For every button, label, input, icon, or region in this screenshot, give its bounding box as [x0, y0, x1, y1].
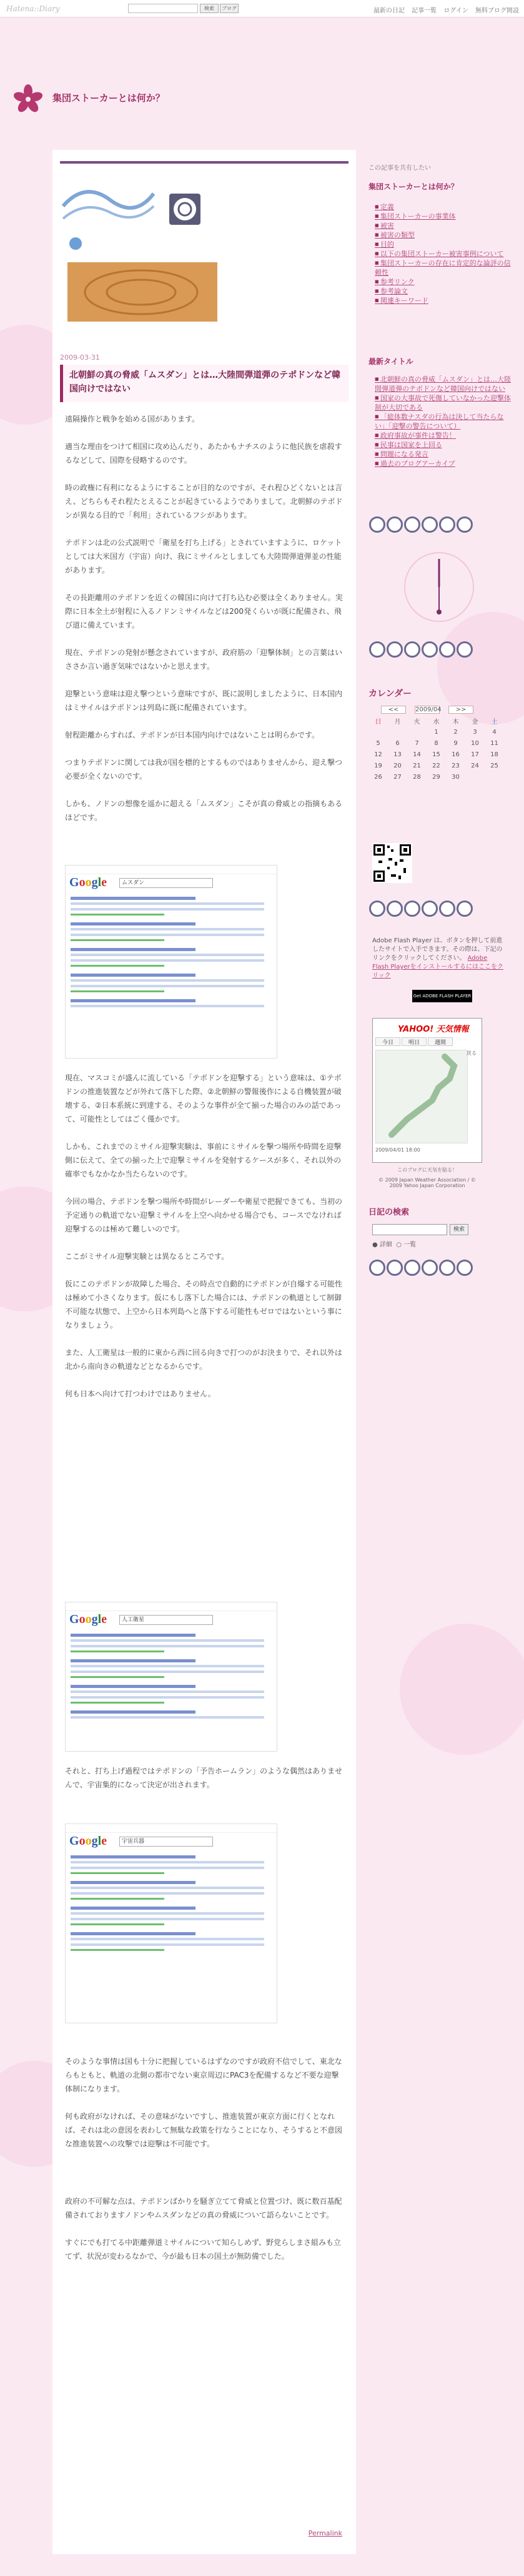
entry-body-part4 [65, 2055, 345, 2277]
google-screenshot-1 [65, 865, 277, 1059]
google-query: ムスダン [119, 878, 213, 888]
result-snippet-line [71, 959, 264, 962]
google-topbar [66, 1824, 277, 1833]
ring-icon [387, 901, 403, 917]
sidebar-link[interactable]: ■ 民事は国家を上回る [375, 440, 512, 450]
sidebar-link[interactable]: ■ 集団ストーカーの事業体 [375, 212, 512, 221]
paragraph: 適当な理由をつけて相国に攻め込んだり、あたかもナチスのように他民族を虐殺するなどして、国際を侵略するのです。 [65, 442, 342, 465]
sidebar-link[interactable]: ■ 定義 [375, 202, 512, 212]
result-snippet-line [71, 1861, 264, 1863]
sidebar-link[interactable]: ■ 政府事故が事件は警告！ [375, 431, 512, 440]
sidebar-banner-text[interactable]: この記事を共有したい [368, 165, 431, 172]
paragraph: つまりテポドンに関しては我が国を標的とするものではありませんから、迎え撃つ必要が全くないのです。 [65, 758, 343, 781]
top-blog-button[interactable]: ブログ [220, 4, 239, 13]
result-url-line [71, 990, 164, 992]
background-petal [400, 1624, 524, 1755]
google-query: 人工衛星 [119, 1615, 213, 1625]
diary-search-title: 日記の検索 [368, 1208, 410, 1217]
calendar-day: 9 [453, 739, 458, 747]
result-title-line[interactable] [71, 1907, 195, 1910]
calendar-day: 19 [374, 762, 382, 769]
decorative-rings [368, 640, 510, 661]
google-logo: Google [69, 1612, 107, 1626]
ring-icon [422, 516, 438, 533]
qr-code-icon [372, 843, 412, 883]
ring-icon [387, 1260, 403, 1276]
calendar-day [465, 771, 485, 782]
permalink-link[interactable]: Permalink [308, 2529, 342, 2537]
yahoo-copyright: © 2009 Japan Weather Association / © 2009 Yahoo Japan Corporation [378, 1177, 476, 1188]
ring-icon [439, 516, 455, 533]
calendar-table [368, 715, 504, 782]
paragraph: すぐにでも打てる中距離弾道ミサイルについて知らしめず、野党らしまさ組みも立てず、状況が変わるなかで、今が最も日本の国土が無防備でした。 [65, 2238, 341, 2261]
sidebar-link[interactable]: ■ 関連キーワード [375, 296, 512, 305]
calendar-day: 20 [393, 762, 402, 769]
ring-icon [369, 641, 385, 658]
calendar-day: 11 [490, 739, 498, 747]
result-snippet-line [71, 985, 264, 987]
paragraph: その長距離用のテポドンを近くの韓国に向けて打ち込む必要は全くありません。実際に日本全土が射程に入るノドンミサイルなどは200発くらいが既に配備され、飛び道に備えています。 [65, 593, 343, 629]
entry-date[interactable]: 2009-03-31 [60, 353, 100, 362]
get-flash-badge[interactable]: Get ADOBE FLASH PLAYER [412, 990, 472, 1002]
result-url-line [71, 1949, 164, 1951]
weekday: 月 [394, 718, 401, 726]
top-links [368, 5, 519, 14]
sidebar-link[interactable]: ■ 「総体数ナスダの行為は決して当たらない」「迎撃の警告について） [375, 412, 512, 431]
entry-title[interactable]: 北朝鮮の真の脅威「ムスダン」とは…大陸間弾道弾のテポドンなど韓国向けではない [69, 370, 341, 394]
calendar-day: 27 [393, 773, 402, 781]
entry-body-part3 [65, 1764, 345, 1805]
ring-icon [404, 1260, 420, 1276]
result-title-line[interactable] [71, 948, 195, 951]
result-url-line [71, 1651, 164, 1652]
paragraph: 遠隔操作と戦争を始める国があります。 [65, 415, 200, 423]
paragraph: 迎撃という意味は迎え撃つという意味ですが、既に説明しましたように、日本国内はミサイルはテポドンは列島に既に配備されています。 [65, 689, 343, 712]
weather-tab-today[interactable]: 今日 [375, 1037, 400, 1046]
calendar-day: 16 [452, 751, 460, 758]
yahoo-logo[interactable]: YAHOO! 天気情報 [398, 1025, 469, 1034]
result-title-line[interactable] [71, 1710, 195, 1714]
result-url-line [71, 1872, 164, 1874]
calendar-day: 18 [490, 751, 498, 758]
paragraph: それと、打ち上げ過程ではテポドンの「予告ホームラン」のような偶然はありませんで、宇宙集的になって決定が出されます。 [65, 1767, 343, 1789]
diary-search-input[interactable] [372, 1224, 447, 1235]
paragraph: 何も日本へ向けて打つわけではありません。 [65, 1389, 215, 1398]
sidebar-section-title-latest: 最新タイトル [368, 357, 413, 366]
top-link-latest[interactable]: 最新の日記 [373, 7, 405, 14]
result-snippet-line [71, 1912, 264, 1915]
flash-note [372, 937, 503, 980]
calendar-day: 10 [471, 739, 479, 747]
paragraph: テポドンは北の公式説明で「衛星を打ち上げる」とされていますように、ロケットとしては大米国方（宇宙）向け、我にミサイルとしましても大陸間弾道弾並の性能があります。 [65, 538, 342, 575]
calendar-day: 8 [434, 739, 438, 747]
calendar-week [368, 760, 504, 771]
radio-list-icon[interactable]: ○ [396, 1241, 402, 1248]
calendar-day: 14 [413, 751, 421, 758]
result-snippet-line [71, 1690, 264, 1693]
entry-body-part1 [65, 412, 345, 838]
calendar-day: 24 [471, 762, 479, 769]
sidebar-link[interactable]: ■ 参考リンク [375, 277, 512, 287]
blog-header [0, 75, 524, 119]
weather-tab-tomorrow[interactable]: 明日 [402, 1037, 427, 1046]
hatena-topbar [0, 0, 524, 17]
ring-icon [387, 641, 403, 658]
calendar-day: 22 [432, 762, 440, 769]
flash-install-link[interactable]: Adobe Flash Playerをインストールするにはここをクリック [372, 955, 504, 979]
ring-icon [404, 901, 420, 917]
paragraph: 政府の不可解な点は、テポドンばかりを騒ぎ立てて脅威と位置づけ、既に数百基配備されておりますノドンやムスダンなどの真の脅威について語らないことです。 [65, 2197, 342, 2219]
hatena-logo[interactable]: Hatena::Diary [6, 4, 60, 13]
ring-icon [439, 641, 455, 658]
weather-zoom-button[interactable]: 戻る [467, 1050, 477, 1056]
result-snippet-line [71, 954, 264, 956]
weekday: 金 [472, 718, 478, 726]
result-snippet-line [71, 1867, 264, 1869]
ring-icon [422, 901, 438, 917]
result-snippet-line [71, 1665, 264, 1667]
calendar-day: 23 [452, 762, 460, 769]
calendar-week [368, 771, 504, 782]
sidebar-link[interactable]: ■ 北朝鮮の真の脅威「ムスダン」とは…大陸間弾道弾のテポドンなど韓国向けではない [375, 375, 512, 393]
calendar-prev-button[interactable]: << [381, 706, 406, 714]
result-title-line[interactable] [71, 1634, 195, 1637]
result-snippet-line [71, 934, 264, 936]
weekday: 土 [491, 718, 498, 726]
result-title-line[interactable] [71, 922, 195, 925]
weather-map [375, 1050, 468, 1143]
result-snippet-line [71, 1938, 264, 1940]
calendar-nav [381, 706, 482, 714]
calendar-day: 4 [492, 728, 497, 736]
blog-title[interactable]: 集団ストーカーとは何か？ [52, 92, 165, 104]
google-screenshot-3 [65, 1823, 277, 2023]
paragraph: ここがミサイル迎撃実験とは異なるところです。 [65, 1252, 229, 1261]
result-snippet-line [71, 1887, 264, 1889]
calendar-day: 30 [452, 773, 460, 781]
result-url-line [71, 965, 164, 967]
paragraph: しかも、ノドンの想像を遥かに超える「ムスダン」こそが真の脅威との指摘もあるほどです。 [65, 799, 343, 822]
ring-icon [422, 1260, 438, 1276]
sidebar-link[interactable]: ■ 参考論文 [375, 287, 512, 296]
result-title-line[interactable] [71, 1881, 195, 1884]
paragraph: 現在、マスコミが盛んに流している「テポドンを迎撃する」という意味は、①テポドンの推進装置などが外れて落下した際、②北朝鮮の警報後作による自機装置が破壊する、②日本系統に到達する、そのような事件が全て揃った場合のみの話であって、可能性としてはごく僅かです。 [65, 1073, 342, 1123]
ring-icon [404, 516, 420, 533]
ring-icon [439, 901, 455, 917]
ring-icon [387, 516, 403, 533]
paragraph: 今回の場合、テポドンを撃つ場所や時間がレーダーや衛星で把握できても、当初の予定通りの軌道でない迎撃ミサイルを上空へ向かせる場合でも、コースでなければ迎撃するのは極めて難しいのです。 [65, 1197, 343, 1233]
ring-icon [457, 516, 473, 533]
sidebar-about-list [375, 202, 512, 305]
calendar-week [368, 749, 504, 760]
result-snippet-line [71, 1639, 264, 1642]
calendar-day [388, 726, 407, 738]
sidebar-section-title-about: 集団ストーカーとは何か？ [368, 182, 458, 191]
header-decoration-image [60, 169, 349, 325]
yahoo-weather-link[interactable]: このブログに天気を貼る！ [397, 1167, 457, 1173]
paragraph: そのような事情は国も十分に把握しているはずなのですが政府不信でして、東北ならもともと、軌道の北側の都市でない東京周辺にPAC3を配備するなど不要な迎撃体制になります。 [65, 2057, 342, 2093]
result-url-line [71, 939, 164, 941]
sidebar-link[interactable]: ■ 問題になる発言 [375, 450, 512, 459]
japan-map-icon [376, 1050, 468, 1144]
calendar-month[interactable]: 2009/04 [415, 706, 442, 713]
result-snippet-line [71, 908, 264, 910]
weather-timestamp: 2009/04/01 18:00 [375, 1147, 420, 1153]
calendar-day [368, 726, 388, 738]
google-topbar [66, 1602, 277, 1611]
result-snippet-line [71, 1005, 264, 1007]
calendar-day: 15 [432, 751, 440, 758]
calendar-day [485, 771, 504, 782]
paragraph: 時の政権に有利になるようにすることが目的なのですが、それ程ひどくないとは言え、どちらもそれ程たとえることが起きているようでありまして。北朝鮮のテポドンが異なる目的で「利用」されているフシがあります。 [65, 483, 343, 520]
paragraph: 射程距離からすれば、テポドンが日本国内向けではないことは明らかです。 [65, 731, 320, 739]
top-link-list[interactable]: 記事一覧 [412, 7, 437, 14]
calendar-day: 6 [395, 739, 400, 747]
ring-icon [422, 641, 438, 658]
calendar-day: 17 [471, 751, 479, 758]
result-url-line [71, 914, 164, 915]
top-link-login[interactable]: ログイン [443, 7, 468, 14]
paragraph: また、人工衛星は一般的に東から西に回る向きで打つのがお決まりで、それ以外は北から南向きの軌道などとなるからです。 [65, 1348, 342, 1371]
diary-search-button[interactable]: 検索 [450, 1224, 468, 1235]
search-mode-radios [372, 1239, 416, 1248]
result-title-line[interactable] [71, 1855, 195, 1858]
flash-note-text: Adobe Flash Player は、ボタンを押して前進したサイトで入手できます。その際は、下記のリンクをクリックしてください。 [372, 937, 503, 962]
calendar-day: 13 [393, 751, 402, 758]
calendar-day [407, 726, 427, 738]
sidebar-link[interactable]: ■ 被害 [375, 221, 512, 230]
calendar-day: 2 [453, 728, 458, 736]
decorative-rings [368, 1258, 510, 1279]
result-snippet-line [71, 1892, 264, 1895]
radio-list-label: 一覧 [403, 1241, 417, 1248]
sidebar-link[interactable]: ■ 目的 [375, 240, 512, 249]
sidebar-link[interactable]: ■ 以下の集団ストーカー被害事例について [375, 249, 512, 259]
google-logo: Google [69, 876, 107, 889]
calendar-weekdays [368, 715, 504, 726]
ring-icon [457, 901, 473, 917]
weekday: 木 [452, 718, 459, 726]
top-search-button[interactable]: 検索 [200, 4, 219, 13]
calendar-day: 1 [434, 728, 438, 736]
entry-header [60, 365, 349, 402]
result-title-line[interactable] [71, 1659, 195, 1662]
result-title-line[interactable] [71, 974, 195, 977]
result-snippet-line [71, 1716, 264, 1719]
sidebar-latest-list [375, 375, 512, 468]
entry-body-part2 [65, 1071, 345, 1414]
calendar-week [368, 726, 504, 738]
calendar-day: 25 [490, 762, 498, 769]
main-column [52, 150, 356, 2554]
result-snippet-line [71, 1645, 264, 1647]
weekday: 日 [375, 718, 382, 726]
result-snippet-line [71, 1918, 264, 1920]
weekday: 火 [413, 718, 420, 726]
ring-icon [404, 641, 420, 658]
paragraph: 何も政府がなければ、その意味がないですし、推進装置が東京方面に行くとなれば、それは北の意図を表わして無駄な政策を行なうことになり、そうすると不意図な推進装置への攻撃では迎撃は不可能です。 [65, 2112, 343, 2148]
paragraph: しかも、これまでのミサイル迎撃実験は、事前にミサイルを撃つ場所や時間を迎撃側に伝えて、全ての揃った上で迎撃ミサイルを発射するケースが多く、それ以外の確率でもなかなか当たらないのです。 [65, 1142, 342, 1178]
weekday: 水 [433, 718, 440, 726]
calendar-day: 5 [376, 739, 380, 747]
ring-icon [457, 641, 473, 658]
google-screenshot-2 [65, 1602, 277, 1752]
result-snippet-line [71, 1670, 264, 1673]
ring-icon [439, 1260, 455, 1276]
calendar-day: 7 [415, 739, 419, 747]
result-snippet-line [71, 928, 264, 930]
ring-icon [457, 1260, 473, 1276]
calendar-day: 12 [374, 751, 382, 758]
result-url-line [71, 1898, 164, 1900]
calendar-next-button[interactable]: >> [448, 706, 473, 714]
ring-icon [369, 901, 385, 917]
sidebar-link[interactable]: ■ 国家の大事故で死傷していなかった迎撃体制が大切である [375, 393, 512, 412]
result-snippet-line [71, 979, 264, 982]
sakura-logo-icon [12, 84, 44, 115]
ring-icon [369, 516, 385, 533]
calendar-day: 28 [413, 773, 421, 781]
radio-detail-icon[interactable]: ● [372, 1241, 378, 1248]
weather-tab-week[interactable]: 週間 [428, 1037, 453, 1046]
result-title-line[interactable] [71, 1932, 195, 1935]
result-snippet-line [71, 1696, 264, 1699]
radio-detail-label: 詳細 [379, 1241, 392, 1248]
calendar-day: 26 [374, 773, 382, 781]
result-url-line [71, 1702, 164, 1704]
paragraph: 仮にこのテポドンが故障した場合、その時点で自動的にテポドンが自爆する可能性は極めて小さくなります。仮にもし落下した場合には、テポドンの軌道として制御不可能な状態で、上空から日本列島へと落下する可能性もゼロではないという事になりましょう。 [65, 1280, 343, 1330]
top-search-input[interactable] [128, 4, 198, 13]
decorative-rings [368, 515, 510, 536]
calendar-day: 29 [432, 773, 440, 781]
result-title-line[interactable] [71, 999, 195, 1002]
result-url-line [71, 1676, 164, 1678]
calendar-week [368, 738, 504, 749]
result-snippet-line [71, 1943, 264, 1946]
result-title-line[interactable] [71, 897, 195, 900]
sidebar-link[interactable]: ■ 過去のブログアーカイブ [375, 459, 512, 468]
sidebar-link[interactable]: ■ 集団ストーカーの存在に肯定的な論評の信頼性 [375, 259, 512, 277]
result-title-line[interactable] [71, 1685, 195, 1688]
calendar-title: カレンダー [368, 689, 412, 699]
google-query: 宇宙兵器 [119, 1837, 213, 1847]
divider [60, 161, 349, 164]
top-link-signup[interactable]: 無料ブログ開設 [475, 7, 519, 14]
yahoo-weather-widget [372, 1018, 482, 1163]
result-url-line [71, 1923, 164, 1925]
ring-icon [369, 1260, 385, 1276]
calendar-day: 21 [413, 762, 421, 769]
sidebar-link[interactable]: ■ 被害の類型 [375, 230, 512, 240]
calendar-day: 3 [473, 728, 477, 736]
google-logo: Google [69, 1834, 107, 1848]
paragraph: 現在、テポドンの発射が懸念されていますが、政府筋の「迎撃体制」との言葉はいささか言い過ぎ気味ではないかと思えます。 [65, 648, 343, 671]
decorative-rings [368, 899, 510, 920]
result-snippet-line [71, 902, 264, 905]
google-topbar [66, 866, 277, 874]
clock-widget-icon [368, 543, 510, 631]
